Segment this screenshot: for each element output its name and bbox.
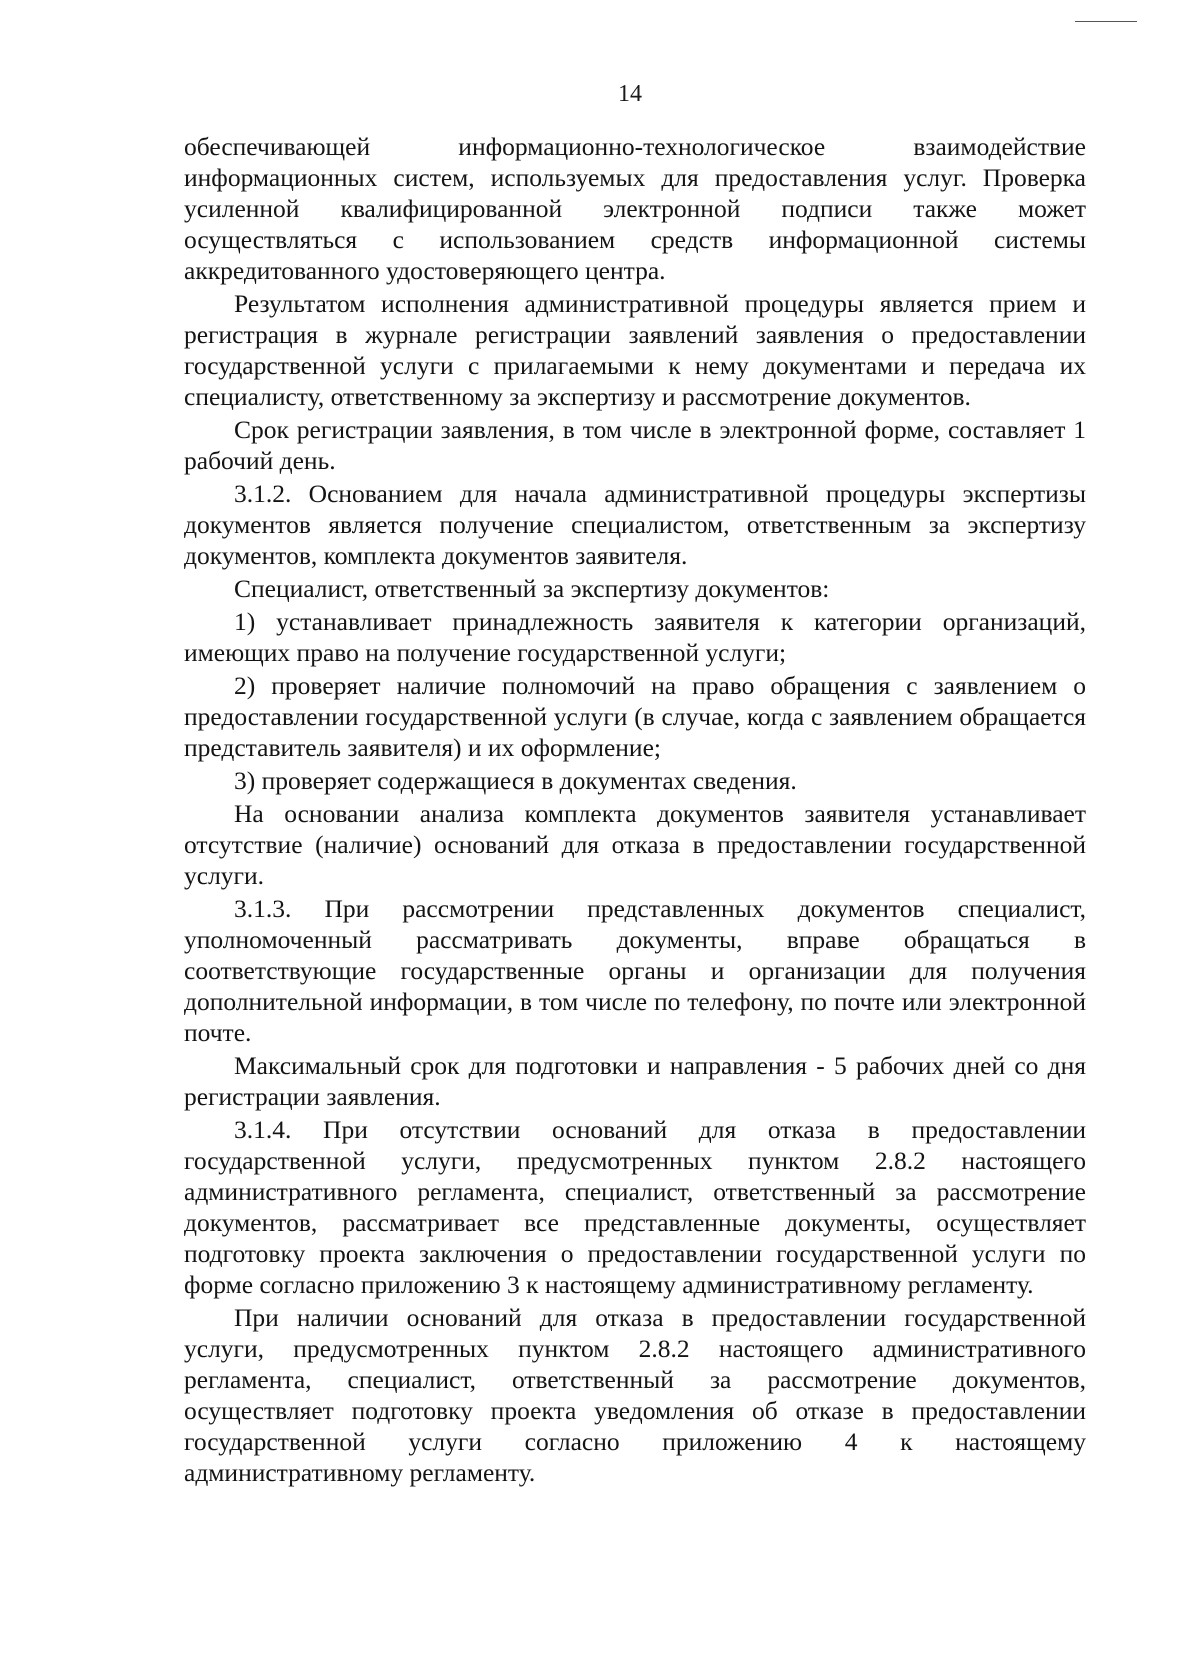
paragraph: обеспечивающей информационно-технологическое взаимодействие информационных систем, используемых для предоставления услуг. Проверка усиленной квалифицированной электронной подписи также может осуществляться с использованием средств информационной системы аккредитованного удостоверяющего центра. bbox=[184, 132, 1086, 285]
paragraph: 3) проверяет содержащиеся в документах сведения. bbox=[234, 766, 797, 795]
corner-scan-mark bbox=[1075, 21, 1137, 22]
paragraph: Результатом исполнения административной процедуры является прием и регистрация в журнале регистрации заявлений заявления о предоставлении государственной услуги с прилагаемыми к нему документами и передача их специалисту, ответственному за экспертизу и рассмотрение документов. bbox=[184, 289, 1086, 411]
paragraph: При наличии оснований для отказа в предоставлении государственной услуги, предусмотренных пунктом 2.8.2 настоящего административного регламента, специалист, ответственный за рассмотрение документов, осуществляет подготовку проекта уведомления об отказе в предоставлении государственной услуги согласно приложению 4 к настоящему административному регламенту. bbox=[184, 1303, 1086, 1487]
page-number: 14 bbox=[618, 81, 642, 107]
paragraph: На основании анализа комплекта документов заявителя устанавливает отсутствие (наличие) оснований для отказа в предоставлении государственной услуги. bbox=[184, 799, 1086, 890]
paragraph: 1) устанавливает принадлежность заявителя к категории организаций, имеющих право на получение государственной услуги; bbox=[184, 607, 1086, 667]
document-body bbox=[184, 131, 1086, 1488]
paragraph: Специалист, ответственный за экспертизу документов: bbox=[234, 574, 830, 603]
paragraph: Срок регистрации заявления, в том числе в электронной форме, составляет 1 рабочий день. bbox=[184, 415, 1086, 475]
paragraph: 3.1.4. При отсутствии оснований для отказа в предоставлении государственной услуги, предусмотренных пунктом 2.8.2 настоящего административного регламента, специалист, ответственный за рассмотрение документов, рассматривает все представленные документы, осуществляет подготовку проекта заключения о предоставлении государственной услуги по форме согласно приложению 3 к настоящему административному регламенту. bbox=[184, 1115, 1086, 1299]
paragraph: Максимальный срок для подготовки и направления - 5 рабочих дней со дня регистрации заявления. bbox=[184, 1051, 1086, 1111]
paragraph: 2) проверяет наличие полномочий на право обращения с заявлением о предоставлении государственной услуги (в случае, когда с заявлением обращается представитель заявителя) и их оформление; bbox=[184, 671, 1086, 762]
paragraph: 3.1.2. Основанием для начала административной процедуры экспертизы документов является получение специалистом, ответственным за экспертизу документов, комплекта документов заявителя. bbox=[184, 479, 1086, 570]
paragraph: 3.1.3. При рассмотрении представленных документов специалист, уполномоченный рассматривать документы, вправе обращаться в соответствующие государственные органы и организации для получения дополнительной информации, в том числе по телефону, по почте или электронной почте. bbox=[184, 894, 1086, 1047]
